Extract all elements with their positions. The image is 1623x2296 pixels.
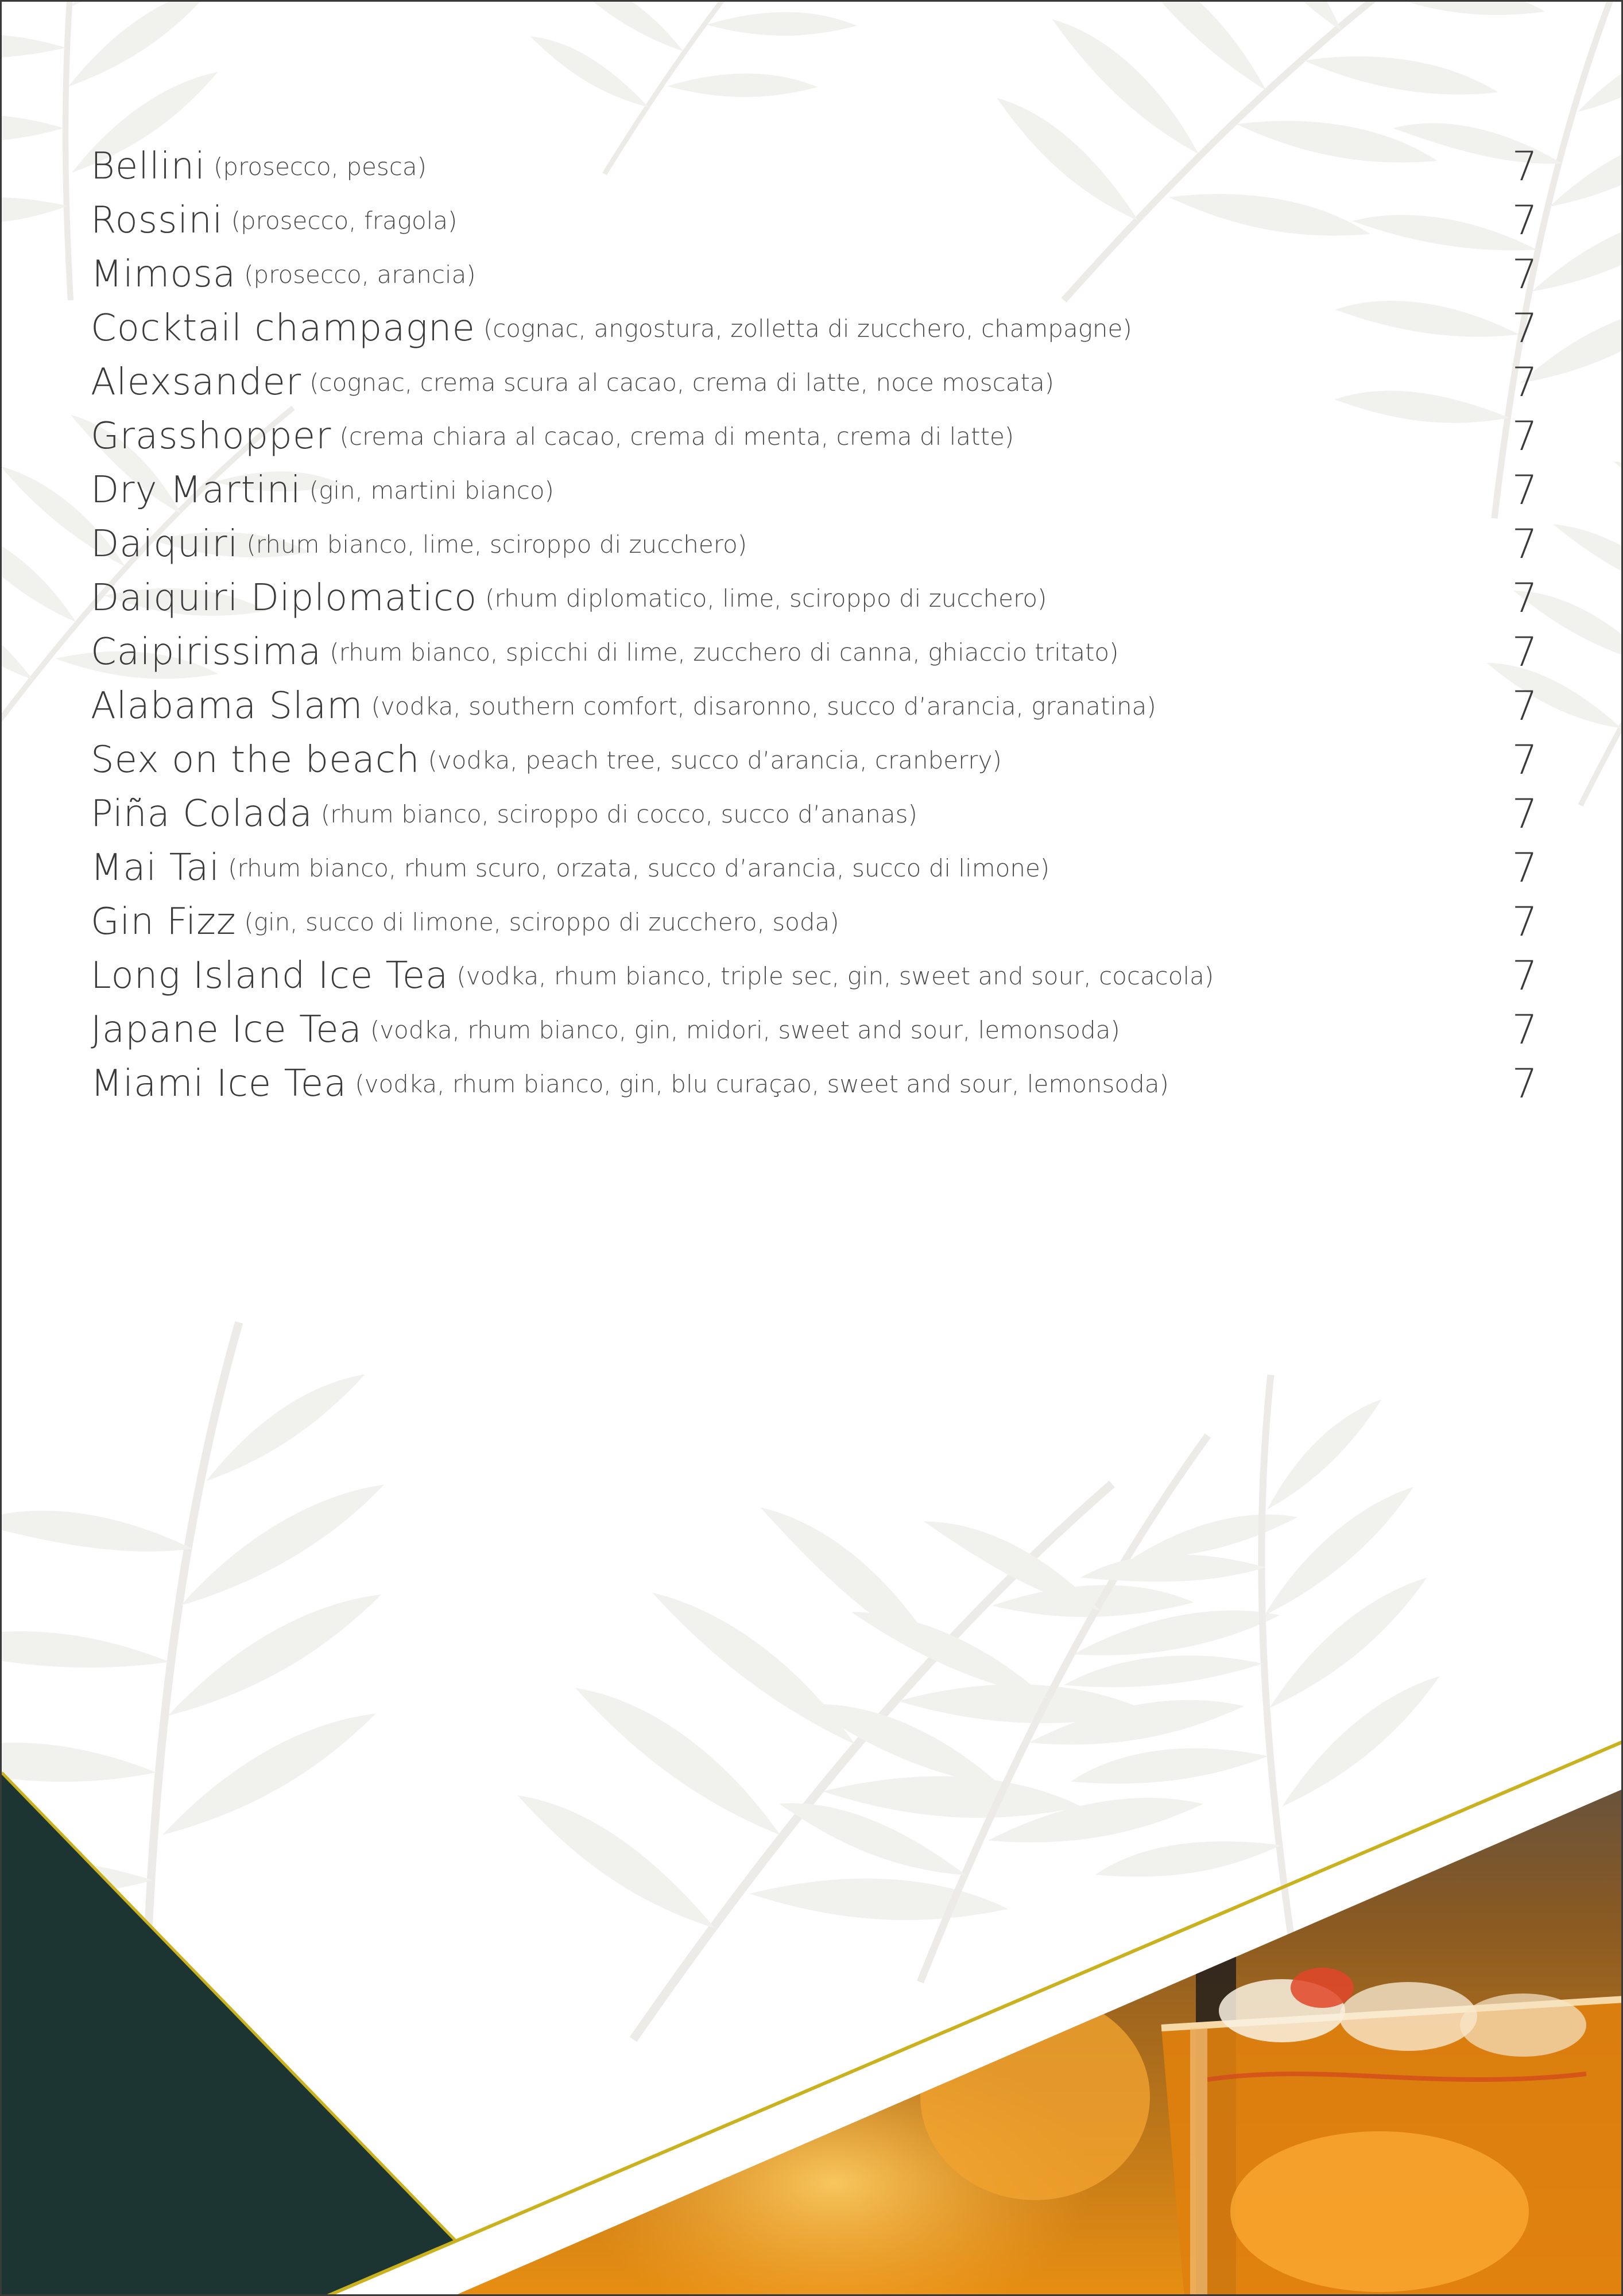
- item-name: Sex on the beach: [91, 739, 420, 781]
- item-price: 7: [1512, 575, 1537, 622]
- item-ingredients: (vodka, rhum bianco, triple sec, gin, sweet and sour, cocacola): [456, 961, 1214, 990]
- item-price: 7: [1512, 1006, 1537, 1053]
- item-name: Mai Tai: [91, 847, 220, 889]
- item-name: Piña Colada: [91, 793, 313, 835]
- item-ingredients: (cognac, crema scura al cacao, crema di latte, noce moscata): [309, 368, 1055, 397]
- item-price: 7: [1512, 790, 1537, 837]
- item-price: 7: [1512, 521, 1537, 568]
- item-name: Japane Ice Tea: [91, 1009, 362, 1051]
- item-name: Alabama Slam: [91, 685, 363, 727]
- item-ingredients: (vodka, rhum bianco, gin, midori, sweet and sour, lemonsoda): [370, 1015, 1120, 1044]
- item-price: 7: [1512, 898, 1537, 945]
- item-name: Cocktail champagne: [91, 307, 475, 350]
- item-ingredients: (prosecco, fragola): [231, 206, 458, 235]
- item-name: Daiquiri: [91, 523, 239, 565]
- item-price: 7: [1512, 682, 1537, 730]
- item-name: Long Island Ice Tea: [91, 955, 449, 997]
- item-ingredients: (crema chiara al cacao, crema di menta, crema di latte): [339, 422, 1014, 451]
- item-name: Grasshopper: [91, 415, 332, 457]
- item-name: Dry Martini: [91, 469, 301, 511]
- item-price: 7: [1512, 952, 1537, 999]
- item-price: 7: [1512, 197, 1537, 244]
- bottom-decoration: [2, 2, 1623, 2296]
- item-price: 7: [1512, 359, 1537, 406]
- item-price: 7: [1512, 143, 1537, 190]
- item-ingredients: (vodka, rhum bianco, gin, blu curaçao, sweet and sour, lemonsoda): [355, 1069, 1169, 1098]
- item-ingredients: (rhum bianco, sciroppo di cocco, succo d’ananas): [320, 800, 917, 828]
- item-ingredients: (gin, succo di limone, sciroppo di zucchero, soda): [244, 907, 839, 936]
- item-price: 7: [1512, 1060, 1537, 1107]
- item-name: Alexsander: [91, 361, 302, 404]
- item-name: Daiquiri Diplomatico: [91, 577, 478, 619]
- item-ingredients: (gin, martini bianco): [309, 476, 554, 505]
- item-ingredients: (rhum bianco, rhum scuro, orzata, succo d’arancia, succo di limone): [228, 854, 1050, 882]
- item-price: 7: [1512, 467, 1537, 514]
- item-ingredients: (cognac, angostura, zolletta di zucchero, champagne): [483, 314, 1132, 343]
- item-name: Miami Ice Tea: [91, 1062, 347, 1105]
- item-name: Caipirissima: [91, 631, 322, 673]
- item-ingredients: (rhum bianco, spicchi di lime, zucchero di canna, ghiaccio tritato): [330, 638, 1119, 666]
- item-name: Gin Fizz: [91, 901, 237, 943]
- item-name: Rossini: [91, 199, 223, 242]
- item-price: 7: [1512, 629, 1537, 676]
- item-price: 7: [1512, 736, 1537, 784]
- cocktail-photo: [404, 1724, 1623, 2296]
- item-price: 7: [1512, 413, 1537, 460]
- item-ingredients: (prosecco, arancia): [244, 260, 476, 289]
- item-price: 7: [1512, 305, 1537, 352]
- item-ingredients: (prosecco, pesca): [213, 152, 427, 181]
- item-ingredients: (vodka, southern comfort, disaronno, succo d’arancia, granatina): [371, 692, 1156, 720]
- item-ingredients: (vodka, peach tree, succo d’arancia, cranberry): [428, 746, 1002, 774]
- item-ingredients: (rhum diplomatico, lime, sciroppo di zucchero): [485, 584, 1047, 612]
- item-name: Bellini: [91, 145, 206, 188]
- item-price: 7: [1512, 844, 1537, 891]
- item-price: 7: [1512, 251, 1537, 298]
- item-ingredients: (rhum bianco, lime, sciroppo di zucchero): [246, 530, 747, 559]
- item-name: Mimosa: [91, 253, 237, 296]
